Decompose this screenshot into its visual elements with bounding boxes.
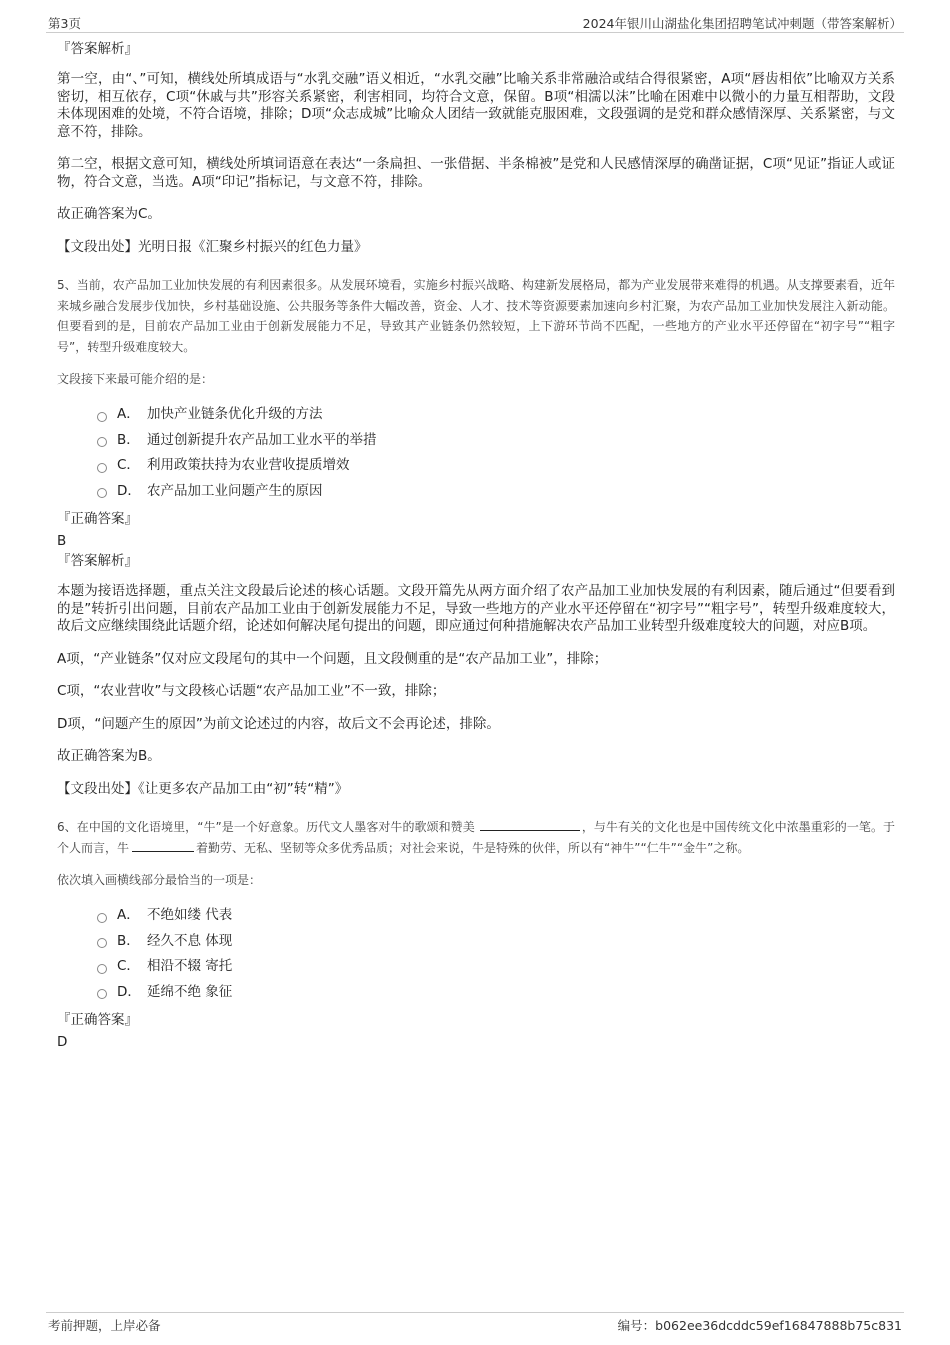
footer-slogan: 考前押题，上岸必备 bbox=[48, 1318, 161, 1333]
document-title: 2024年银川山湖盐化集团招聘笔试冲刺题（带答案解析） bbox=[582, 16, 902, 31]
q5-conclusion: 故正确答案为B。 bbox=[57, 748, 161, 764]
option-letter: C． bbox=[117, 958, 140, 974]
q6-blank-2[interactable] bbox=[132, 840, 194, 852]
radio-icon[interactable] bbox=[97, 437, 107, 447]
q5-analysis-para-2: A项，“产业链条”仅对应文段尾句的其中一个问题，且文段侧重的是“农产品加工业”，排除； bbox=[57, 650, 608, 667]
page-number: 第3页 bbox=[48, 16, 81, 31]
q4-analysis-para-2: 第二空，根据文意可知，横线处所填词语意在表达“一条扁担、一张借据、半条棉被”是党和人民感情深厚的确凿证据，C项“见证”指证人或证物，符合文意，当选。A项“印记”指标记，与文意不符，排除。 bbox=[57, 156, 895, 190]
q5-option-a[interactable] bbox=[97, 402, 895, 428]
q5-option-c[interactable] bbox=[97, 453, 895, 479]
page-header bbox=[46, 14, 904, 33]
option-text: 加快产业链条优化升级的方法 bbox=[147, 406, 323, 422]
q4-conclusion: 故正确答案为C。 bbox=[57, 206, 161, 222]
q5-instruction: 文段接下来最可能介绍的是： bbox=[57, 372, 214, 386]
q5-answer-value: B bbox=[57, 533, 67, 549]
option-text: 经久不息 体现 bbox=[147, 932, 233, 949]
option-text: 不绝如缕 代表 bbox=[147, 907, 233, 923]
radio-icon[interactable] bbox=[97, 412, 107, 422]
option-letter: D． bbox=[117, 482, 141, 499]
q5-answer-label: 『正确答案』 bbox=[57, 511, 138, 527]
q6-option-c[interactable] bbox=[97, 954, 895, 980]
radio-icon[interactable] bbox=[97, 964, 107, 974]
radio-icon[interactable] bbox=[97, 938, 107, 948]
option-letter: B． bbox=[117, 932, 140, 949]
radio-icon[interactable] bbox=[97, 463, 107, 473]
document-body bbox=[57, 40, 895, 1052]
q6-options bbox=[57, 903, 895, 1005]
q6-answer-value: D bbox=[57, 1034, 68, 1050]
q4-analysis-label: 『答案解析』 bbox=[57, 41, 138, 57]
q5-option-b[interactable] bbox=[97, 428, 895, 454]
q5-source: 【文段出处】《让更多农产品加工由“初”转“精”》 bbox=[57, 780, 349, 797]
option-text: 利用政策扶持为农业营收提质增效 bbox=[147, 457, 350, 473]
q5-stem: 5、当前，农产品加工业加快发展的有利因素很多。从发展环境看，实施乡村振兴战略、构建新发展格局，都为产业发展带来难得的机遇。从支撑要素看，近年来城乡融合发展步伐加快，乡村基础设施、公共服务等条件大幅改善，资金、人才、技术等资源要素加速向乡村汇聚，为农产品加工业加快发展注入新动能。但要看到的是，目前农产品加工业由于创新发展能力不足，导致其产业链条仍然较短，上下游环节尚不匹配，一些地方的产业水平还停留在“初字号”“粗字号”，转型升级难度较大。 bbox=[57, 278, 895, 354]
option-text: 通过创新提升农产品加工业水平的举措 bbox=[147, 431, 377, 448]
option-text: 相沿不辍 寄托 bbox=[147, 958, 233, 974]
radio-icon[interactable] bbox=[97, 488, 107, 498]
q4-source: 【文段出处】光明日报《汇聚乡村振兴的红色力量》 bbox=[57, 238, 368, 255]
q6-stem-part-3: 着勤劳、无私、坚韧等众多优秀品质；对社会来说，牛是特殊的伙伴，所以有“神牛”“仁牛”“金牛”之称。 bbox=[196, 840, 750, 855]
q6-instruction: 依次填入画横线部分最恰当的一项是： bbox=[57, 873, 262, 887]
q5-analysis-para-3: C项，“农业营收”与文段核心话题“农产品加工业”不一致，排除； bbox=[57, 683, 446, 699]
radio-icon[interactable] bbox=[97, 989, 107, 999]
option-letter: D． bbox=[117, 983, 141, 1000]
option-letter: C． bbox=[117, 457, 140, 473]
q6-answer-label: 『正确答案』 bbox=[57, 1012, 138, 1028]
document-serial: 编号：b062ee36dcddc59ef16847888b75c831 bbox=[617, 1318, 902, 1333]
q5-analysis-para-1: 本题为接语选择题，重点关注文段最后论述的核心话题。文段开篇先从两方面介绍了农产品加工业加快发展的有利因素，随后通过“但要看到的是”转折引出问题，目前农产品加工业由于创新发展能力不足，导致一些地方的产业水平还停留在“初字号”“粗字号”，转型升级难度较大，故后文应继续围绕此话题介绍，论述如何解决尾句提出的问题，即应通过何种措施解决农产品加工业转型升级难度较大的问题，对应B项。 bbox=[57, 583, 895, 634]
q5-analysis-para-4: D项，“问题产生的原因”为前文论述过的内容，故后文不会再论述，排除。 bbox=[57, 715, 500, 732]
option-letter: A． bbox=[117, 406, 140, 422]
page-footer bbox=[46, 1312, 904, 1333]
option-letter: B． bbox=[117, 431, 140, 448]
q4-analysis-para-1: 第一空，由“、”可知，横线处所填成语与“水乳交融”语义相近，“水乳交融”比喻关系非常融洽或结合得很紧密，A项“唇齿相依”比喻双方关系密切，相互依存，C项“休戚与共”形容关系紧密，利害相同，均符合文意，保留。B项“相濡以沫”比喻在困难中以微小的力量互相帮助，文段未体现困难的处境，不符合语境，排除；D项“众志成城”比喻众人团结一致就能克服困难，文段强调的是党和群众感情深厚、关系紧密，与文意不符，排除。 bbox=[57, 71, 895, 140]
q6-option-a[interactable] bbox=[97, 903, 895, 929]
option-letter: A． bbox=[117, 907, 140, 923]
option-text: 农产品加工业问题产生的原因 bbox=[147, 482, 323, 499]
q6-blank-1[interactable] bbox=[480, 819, 580, 831]
option-text: 延绵不绝 象征 bbox=[147, 983, 233, 1000]
q6-option-d[interactable] bbox=[97, 980, 895, 1006]
q6-stem-part-1: 6、在中国的文化语境里，“牛”是一个好意象。历代文人墨客对牛的歌颂和赞美 bbox=[57, 820, 475, 834]
q5-analysis-label: 『答案解析』 bbox=[57, 553, 138, 569]
q6-stem bbox=[57, 817, 895, 858]
q5-options bbox=[57, 402, 895, 504]
q6-stem-part-2: ，与牛有关的文化也是中国传统文化中浓墨重彩的一笔。于个人而言，牛 bbox=[57, 820, 895, 855]
radio-icon[interactable] bbox=[97, 913, 107, 923]
q6-option-b[interactable] bbox=[97, 929, 895, 955]
q5-option-d[interactable] bbox=[97, 479, 895, 505]
